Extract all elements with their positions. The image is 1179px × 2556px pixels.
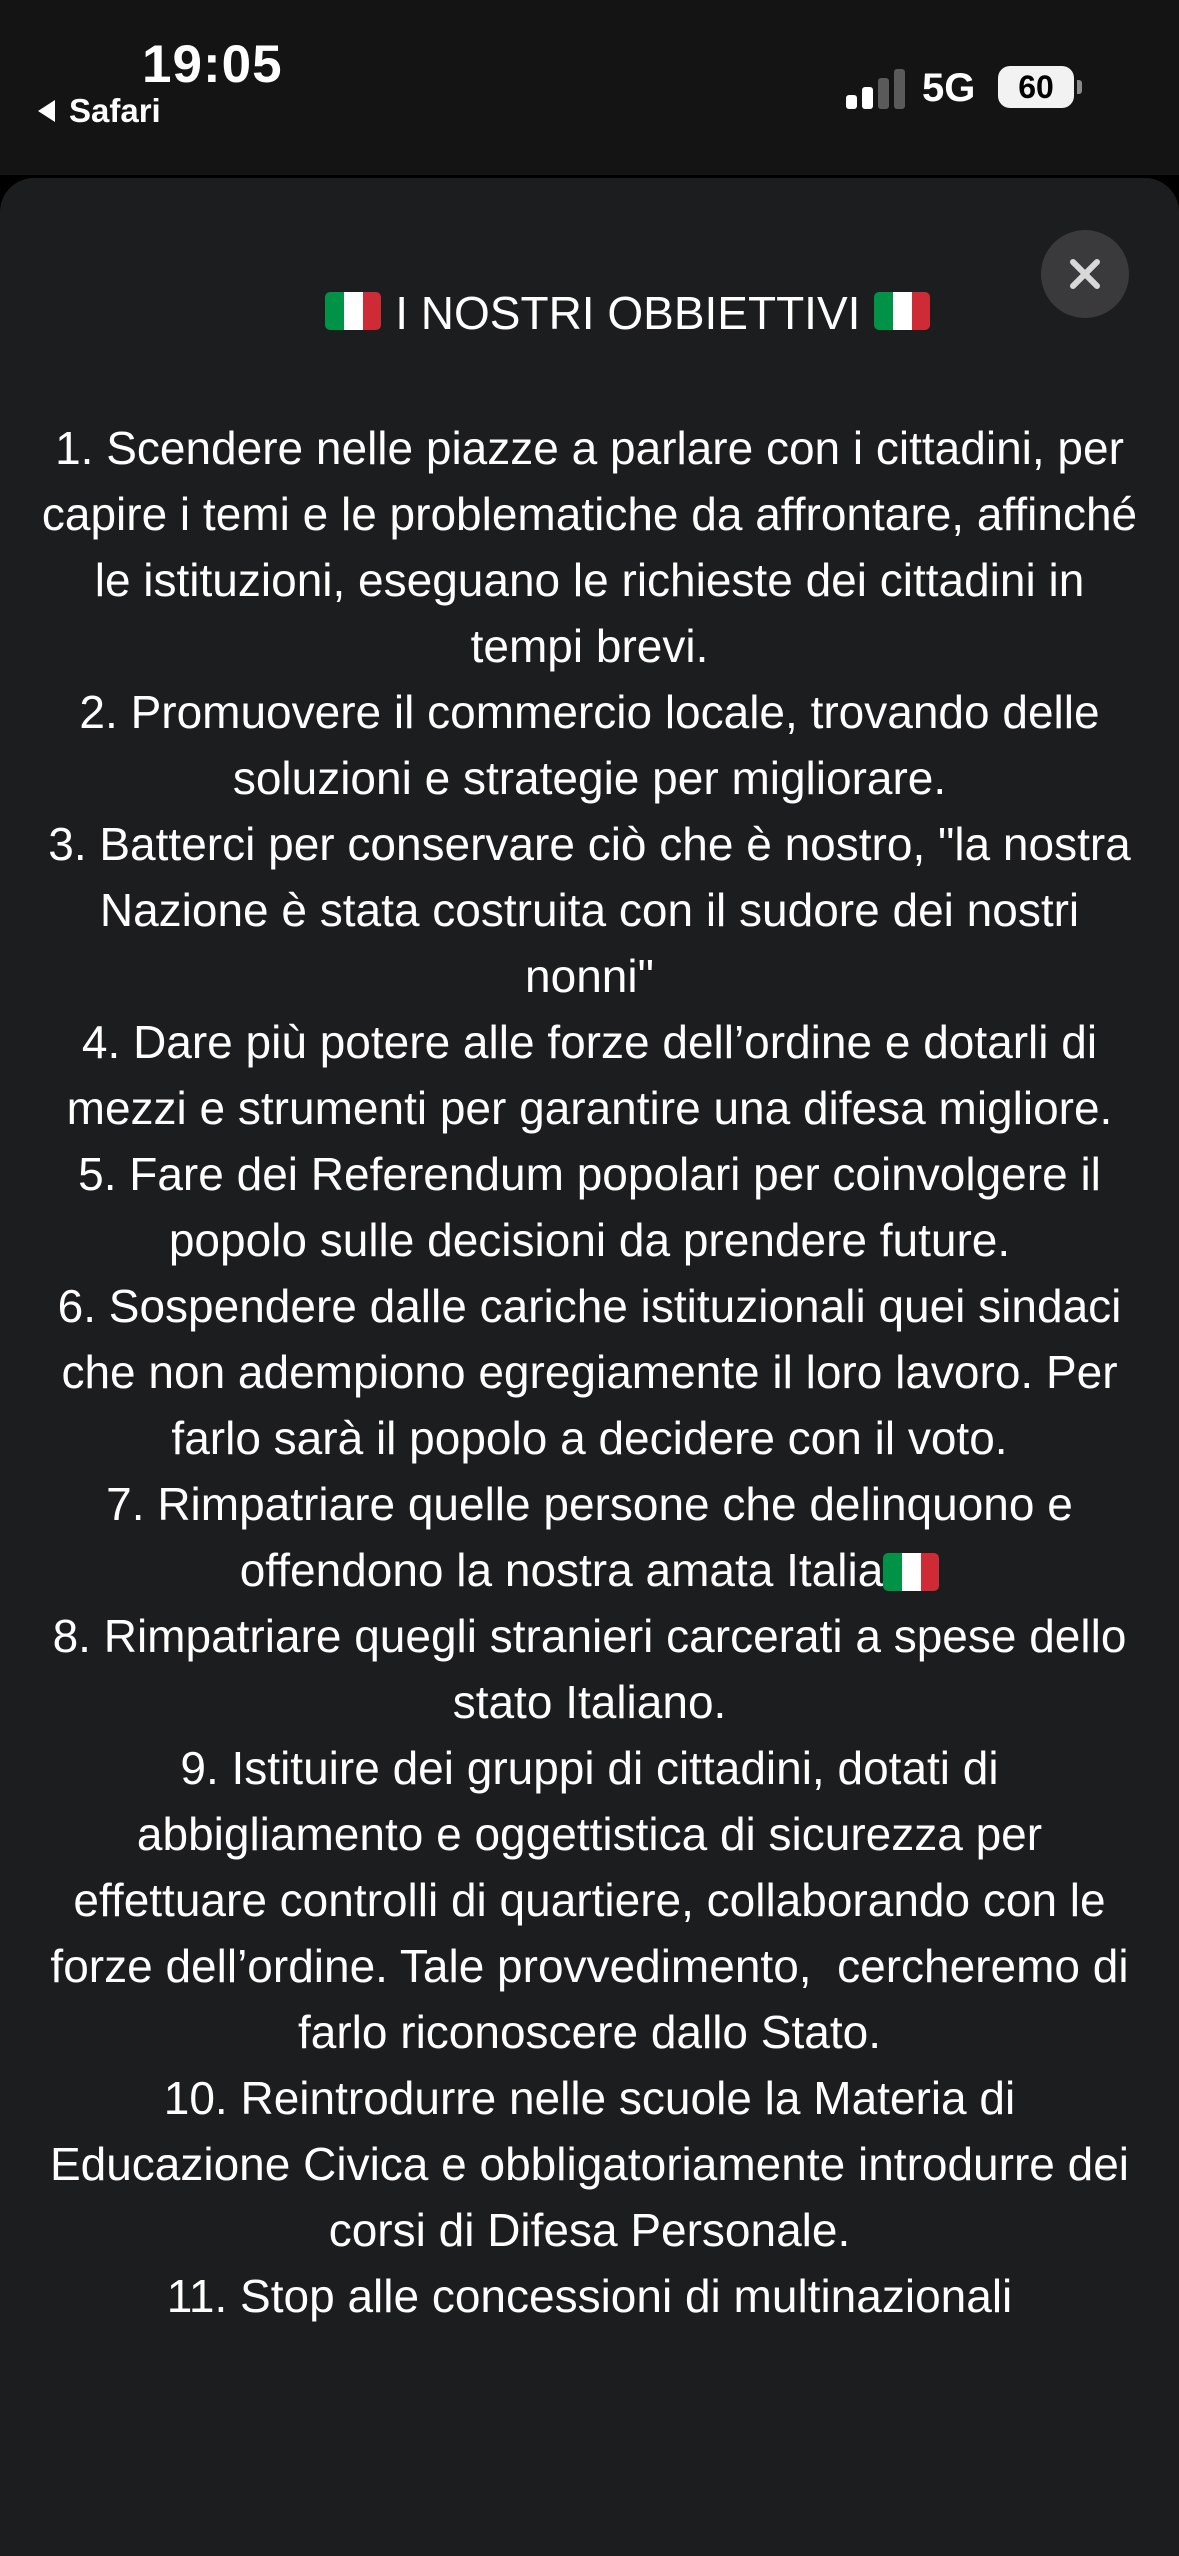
italian-flag-icon: [874, 292, 930, 330]
objective-item-with-flag: [40, 1471, 1139, 1603]
back-arrow-icon: [38, 100, 55, 122]
close-icon: [1065, 254, 1105, 294]
objective-item: 5. Fare dei Referendum popolari per coinvolgere il popolo sulle decisioni da prendere future.: [78, 1148, 1114, 1266]
italian-flag-icon: [325, 292, 381, 330]
objective-item: 2. Promuovere il commercio locale, trovando delle soluzioni e strategie per migliorare.: [79, 686, 1113, 804]
objective-item: 10. Reintrodurre nelle scuole la Materia di Educazione Civica e obbligatoriamente introdurre dei corsi di Difesa Personale.: [49, 2072, 1142, 2256]
objective-item: 1. Scendere nelle piazze a parlare con i cittadini, per capire i temi e le problematiche da affrontare, affinché le istituzioni, eseguano le richieste dei cittadini in tempi brevi.: [41, 422, 1150, 672]
objective-item: 11. Stop alle concessioni di multinazionali: [166, 2270, 1013, 2322]
battery-icon: [998, 66, 1074, 108]
battery-level: 60: [1018, 68, 1054, 105]
objective-item: 9. Istituire dei gruppi di cittadini, dotati di abbigliamento e oggettistica di sicurezza per effettuare controlli di quartiere, collaborando con le forze dell’ordine. Tale provvedimento, cercheremo di farlo riconoscere dallo Stato.: [50, 1742, 1142, 2058]
objective-item: 6. Sospendere dalle cariche istituzionali quei sindaci che non adempiono egregiamente il loro lavoro. Per farlo sarà il popolo a decidere con il voto.: [57, 1280, 1135, 1464]
close-button[interactable]: [1041, 230, 1129, 318]
back-label: Safari: [69, 92, 161, 129]
objective-item: 4. Dare più potere alle forze dell’ordine e dotarli di mezzi e strumenti per garantire una difesa migliore.: [66, 1016, 1113, 1134]
sheet-title-text: I NOSTRI OBBIETTIVI: [395, 287, 861, 339]
network-type: 5G: [922, 66, 976, 110]
sheet-title: [325, 280, 930, 346]
cellular-signal-icon: [846, 67, 906, 109]
status-bar: [0, 0, 1179, 175]
objectives-sheet: [0, 178, 1179, 2556]
objective-item: 7. Rimpatriare quelle persone che delinquono e offendono la nostra amata Italia: [106, 1478, 1086, 1596]
objective-item: 3. Batterci per conservare ciò che è nostro, "la nostra Nazione è stata costruita con il sudore dei nostri nonni": [48, 818, 1144, 1002]
back-to-safari-button[interactable]: [38, 92, 161, 130]
objectives-text: [40, 214, 1150, 2329]
battery-cap: [1077, 80, 1082, 94]
italian-flag-icon: [883, 1553, 939, 1591]
status-time: 19:05: [142, 35, 283, 94]
objective-item: 8. Rimpatriare quegli stranieri carcerati a spese dello stato Italiano.: [52, 1610, 1140, 1728]
